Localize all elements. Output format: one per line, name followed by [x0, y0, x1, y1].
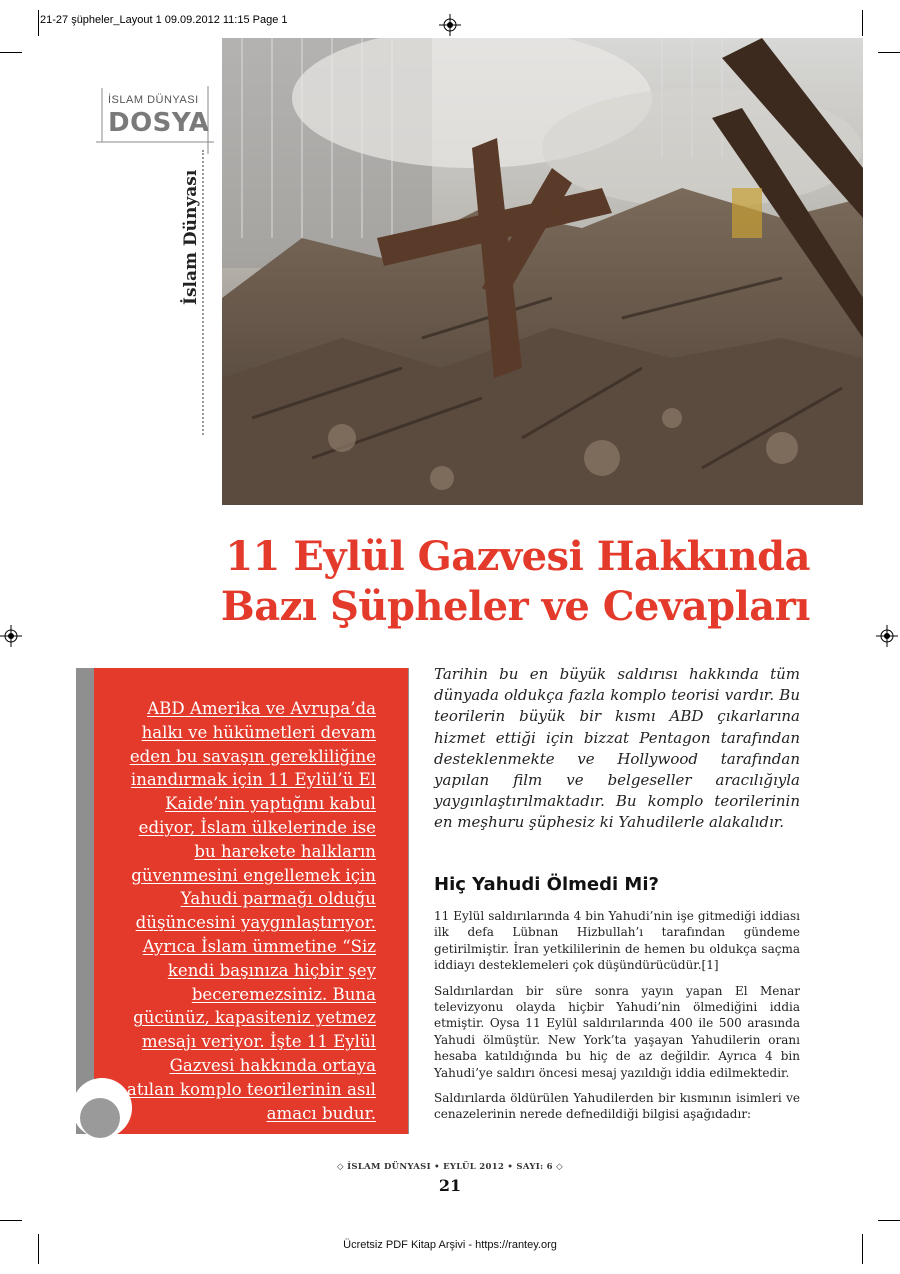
registration-mark-icon: [439, 14, 461, 36]
vertical-section-label: İslam Dünyası: [181, 169, 201, 305]
title-line-1: 11 Eylül Gazvesi Hakkında: [225, 533, 810, 580]
rubble-photo-icon: [222, 38, 863, 505]
pull-quote-text: ABD Amerika ve Avrupa’da halkı ve hükümetleri devam eden bu savaşın gerekliliğine inandırmak için 11 Eylül’ü El Kaide’nin yaptığını kabul ediyor, İslam ülkelerinde ise bu harekete halkların güvenmesini engellemek için Yahudi parmağı olduğu düşüncesini yaygınlaştırıyor. Ayrıca İslam ümmetine “Siz kendi başınıza hiçbir şey beceremezsiniz. Buna gücünüz, kapasiteniz yetmez mesajı veriyor. İşte 11 Eylül Gazvesi hakkında ortaya atılan komplo teorilerinin asıl amacı budur.: [126, 699, 376, 1123]
body-paragraph: 11 Eylül saldırılarında 4 bin Yahudi’nin işe gitmediği iddiası ilk defa Lübnan Hizbullah’ı tarafından gündeme getirilmiştir. İran yetkililerinin de hemen bu oldukça saçma iddiayı desteklemeleri çok düşündürücüdür.[1]: [434, 909, 800, 973]
watermark-text: Ücretsiz PDF Kitap Arşivi - https://rantey.org: [343, 1239, 557, 1251]
lead-paragraph: Tarihin bu en büyük saldırısı hakkında tüm dünyada oldukça fazla komplo teorisi vardır. Bu teorilerin büyük bir kısmı ABD çıkarlarına hizmet ettiği için bizzat Pentagon tarafından desteklenmekte ve Hollywood tarafından yapılan film ve belgeseller aracılığıyla yaygınlaştırılmaktadır. Bu komplo teorilerinin en meşhuru şüphesiz ki Yahudilerle alakalıdır.: [434, 665, 800, 832]
crop-mark: [0, 1220, 22, 1221]
body-paragraph: Saldırılarda öldürülen Yahudilerden bir kısmının isimleri ve cenazelerinin nerede defnedildiği bilgisi aşağıdadır:: [434, 1091, 800, 1122]
registration-mark-icon: [876, 625, 898, 647]
section-heading: Hiç Yahudi Ölmedi Mi?: [434, 874, 659, 895]
body-paragraph: Saldırılardan bir süre sonra yayın yapan El Menar televizyonu olayda hiçbir Yahudi’nin ölmediğini iddia etmiştir. Oysa 11 Eylül saldırılarında 400 ile 500 arasında Yahudi ölmüştür. New York’ta yaşayan Yahudilerin oranı hesaba katıldığında bu hiç de az değildir. Ayrıca 4 bin Yahudi’ye saldırı öncesi mesaj yazıldığı iddia edilmektedir.: [434, 983, 800, 1080]
quote-circle-icon: [80, 1098, 120, 1138]
crop-mark: [38, 10, 39, 36]
magazine-brand: [96, 86, 216, 156]
rubble-photo: [222, 38, 863, 505]
brand-small-text: İSLAM DÜNYASI: [108, 94, 199, 106]
article-title: [210, 532, 810, 632]
dotted-rule: [202, 150, 204, 435]
crop-mark: [0, 52, 22, 53]
registration-mark-icon: [0, 625, 22, 647]
page-number: 21: [438, 1176, 462, 1195]
title-line-2: Bazı Şüpheler ve Cevapları: [220, 583, 810, 630]
brand-big-text: DOSYA: [108, 108, 210, 138]
crop-mark: [862, 10, 863, 36]
crop-mark: [878, 1220, 900, 1221]
print-slug: 21-27 şüpheler_Layout 1 09.09.2012 11:15 Page 1: [40, 14, 288, 26]
crop-mark: [878, 52, 900, 53]
section-body: [434, 908, 800, 1132]
footer-issue-line: ◇ İSLAM DÜNYASI • EYLÜL 2012 • SAYI: 6 ◇: [337, 1162, 563, 1172]
